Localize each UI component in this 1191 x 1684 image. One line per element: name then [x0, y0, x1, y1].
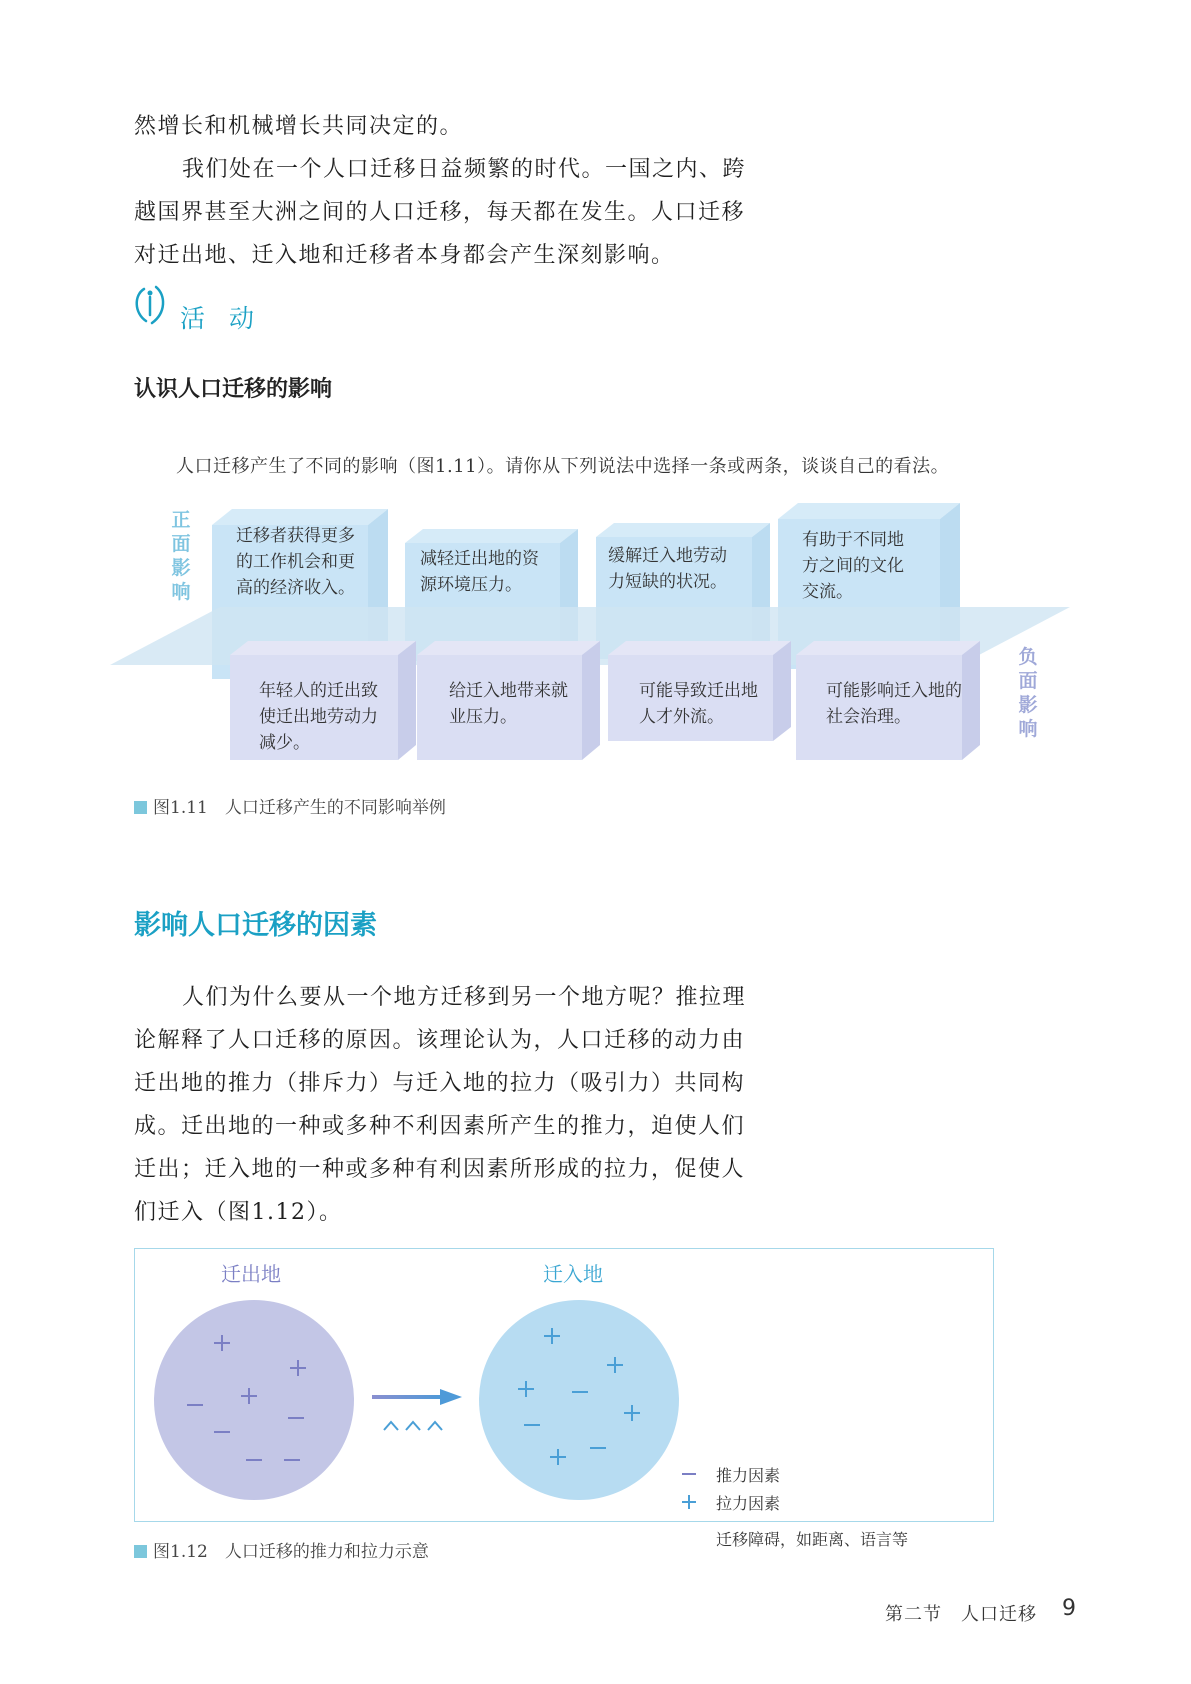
positive-text-4: 有助于不同地方之间的文化交流。 — [802, 530, 904, 602]
negative-impact-label: 负面影响 — [1018, 646, 1038, 740]
migration-arrow-icon — [372, 1389, 462, 1405]
origin-circle — [154, 1300, 354, 1500]
intro-line: 然增长和机械增长共同决定的。 — [134, 114, 464, 139]
intro-paragraph: 我们处在一个人口迁移日益频繁的时代。一国之内、跨越国界甚至大洲之间的人口迁移，每天都在发生。人口迁移对迁出地、迁入地和迁移者本身都会产生深刻影响。 — [134, 157, 747, 268]
caption-text: 图1.11 人口迁移产生的不同影响举例 — [153, 798, 446, 818]
origin-label: 迁出地 — [221, 1262, 281, 1286]
negative-text-4: 可能影响迁入地的社会治理。 — [826, 681, 962, 727]
section-heading: 影响人口迁移的因素 — [134, 910, 377, 941]
pull-legend-icon — [682, 1495, 696, 1509]
positive-text-3: 缓解迁入地劳动力短缺的状况。 — [608, 546, 727, 592]
activity-title: 活 动 — [180, 304, 262, 333]
negative-text-1: 年轻人的迁出致使迁出地劳动力减少。 — [259, 681, 378, 753]
intro-text — [134, 105, 754, 277]
barrier-icons — [384, 1422, 442, 1430]
destination-label: 迁入地 — [543, 1262, 603, 1286]
figure-1-11-caption — [134, 793, 446, 818]
caption-marker — [134, 1545, 147, 1558]
destination-circle — [479, 1300, 679, 1500]
negative-text-2: 给迁入地带来就业压力。 — [449, 681, 568, 727]
figure-1-12-caption — [134, 1537, 429, 1562]
caption-text: 图1.12 人口迁移的推力和拉力示意 — [153, 1542, 429, 1562]
positive-text-1: 迁移者获得更多的工作机会和更高的经济收入。 — [236, 526, 355, 598]
page-number: 9 — [1062, 1596, 1076, 1621]
activity-icon — [132, 283, 172, 327]
positive-text-2: 减轻迁出地的资源环境压力。 — [420, 549, 539, 595]
positive-impact-label: 正面影响 — [171, 509, 191, 603]
negative-text-3: 可能导致迁出地人才外流。 — [639, 681, 758, 727]
section-text — [134, 976, 754, 1234]
activity-instruction: 人口迁移产生了不同的影响（图1.11）。请你从下列说法中选择一条或两条，谈谈自己的看法。 — [176, 456, 950, 477]
push-pull-diagram — [134, 1248, 992, 1520]
footer-section: 第二节 人口迁移 — [885, 1604, 1037, 1625]
legend-icons — [682, 1474, 696, 1520]
legend-barrier: 迁移障碍，如距离、语言等 — [716, 1530, 909, 1549]
activity-heading: 认识人口迁移的影响 — [134, 377, 333, 402]
legend-push: 推力因素 — [716, 1466, 781, 1485]
section-paragraph: 人们为什么要从一个地方迁移到另一个地方呢？推拉理论解释了人口迁移的原因。该理论认为，人口迁移的动力由迁出地的推力（排斥力）与迁入地的拉力（吸引力）共同构成。迁出地的一种或多种不利因素所产生的推力，迫使人们迁出；迁入地的一种或多种有利因素所形成的拉力，促使人们迁入（图1.12）。 — [134, 985, 747, 1225]
legend-pull: 拉力因素 — [716, 1494, 781, 1513]
caption-marker — [134, 801, 147, 814]
